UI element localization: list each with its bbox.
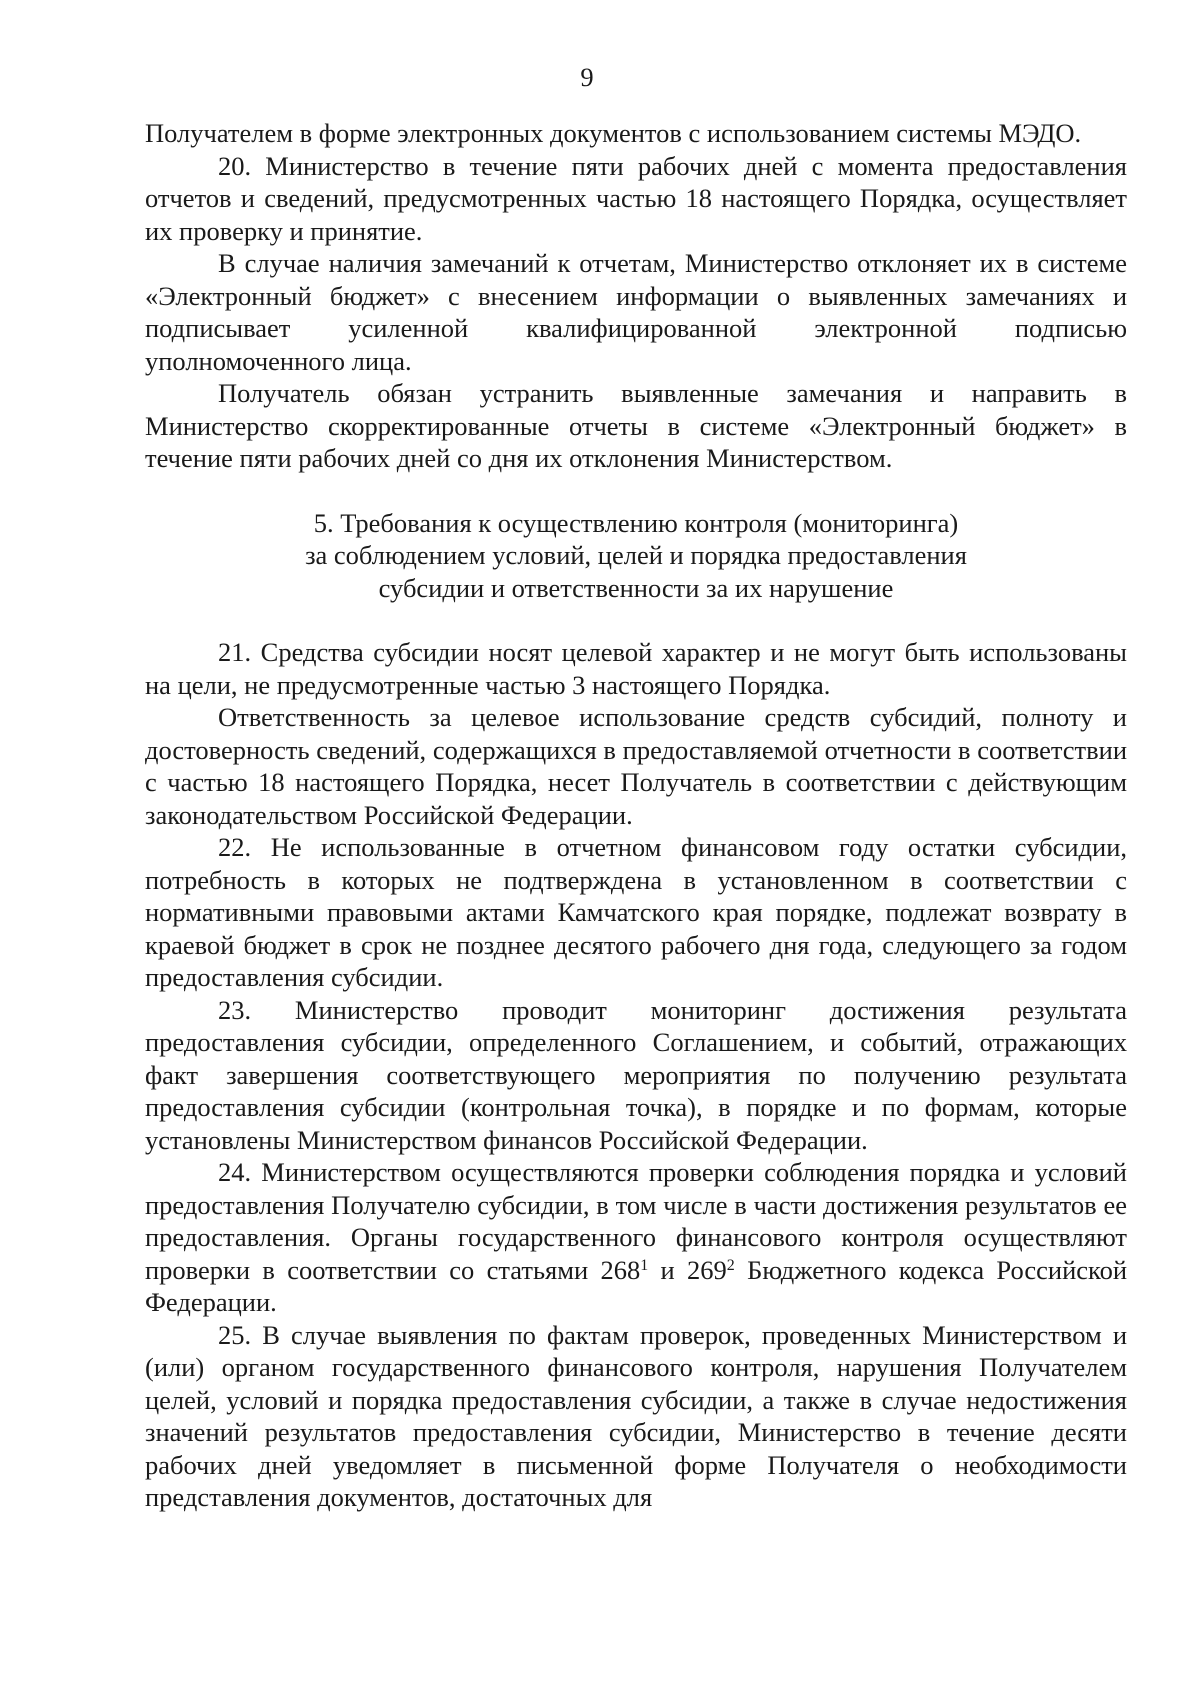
paragraph-recipient-obligation: Получатель обязан устранить выявленные замечания и направить в Министерство скорректированные отчеты в системе «Электронный бюджет» в течение пяти рабочих дней со дня их отклонения Министерством. (145, 378, 1127, 473)
superscript-1: 1 (640, 1256, 649, 1274)
paragraph-24-part-1: 24. Министерством осуществляются проверки соблюдения порядка и условий предоставления Получателю субсидии, в том числе в части достижения результатов ее предоставления. Органы государственного финансового контроля осуществляют проверки в соответствии со статьями 268 (145, 1157, 1127, 1285)
section-heading (145, 507, 1127, 605)
paragraph-responsibility: Ответственность за целевое использование средств субсидий, полноту и достоверность сведений, содержащихся в предоставляемой отчетности в соответствии с частью 18 настоящего Порядка, несет Получатель в соответствии с действующим законодательством Российской Федерации. (145, 702, 1127, 830)
paragraph-24-part-2: и 269 (648, 1254, 727, 1285)
section-heading-line-3: субсидии и ответственности за их нарушение (378, 572, 894, 603)
page-number: 9 (580, 62, 594, 92)
paragraph-21: 21. Средства субсидии носят целевой характер и не могут быть использованы на цели, не предусмотренные частью 3 настоящего Порядка. (145, 637, 1127, 700)
section-heading-line-2: за соблюдением условий, целей и порядка предоставления (305, 540, 967, 570)
superscript-2: 2 (726, 1256, 735, 1274)
paragraph-20: 20. Министерство в течение пяти рабочих дней с момента предоставления отчетов и сведений, предусмотренных частью 18 настоящего Порядка, осуществляет их проверку и принятие. (145, 150, 1127, 246)
paragraph-22: 22. Не использованные в отчетном финансовом году остатки субсидии, потребность в которых не подтверждена в установленном в соответствии с нормативными правовыми актами Камчатского края порядке, подлежат возврату в краевой бюджет в срок не позднее десятого рабочего дня года, следующего за годом предоставления субсидии. (145, 832, 1127, 992)
paragraph-24 (145, 1156, 1127, 1319)
paragraph-25: 25. В случае выявления по фактам проверок, проведенных Министерством и (или) органом государственного финансового контроля, нарушения Получателем целей, условий и порядка предоставления субсидии, а также в случае недостижения значений результатов предоставления субсидии, Министерство в течение десяти рабочих дней уведомляет в письменной форме Получателя о необходимости представления документов, достаточных для (145, 1319, 1127, 1512)
paragraph-24-part-3: Бюджетного кодекса Российской Федерации. (145, 1254, 1127, 1317)
paragraph-continuation: Получателем в форме электронных документов с использованием системы МЭДО. (145, 118, 1082, 148)
section-heading-line-1: 5. Требования к осуществлению контроля (мониторинга) (313, 507, 959, 538)
paragraph-remarks: В случае наличия замечаний к отчетам, Министерство отклоняет их в системе «Электронный бюджет» с внесением информации о выявленных замечаниях и подписывает усиленной квалифицированной электронной подписью уполномоченного лица. (145, 248, 1127, 376)
document-body (145, 117, 1127, 1514)
paragraph-23: 23. Министерство проводит мониторинг достижения результата предоставления субсидии, определенного Соглашением, и событий, отражающих факт завершения соответствующего мероприятия по получению результата предоставления субсидии (контрольная точка), в порядке и по формам, которые установлены Министерством финансов Российской Федерации. (145, 994, 1127, 1155)
